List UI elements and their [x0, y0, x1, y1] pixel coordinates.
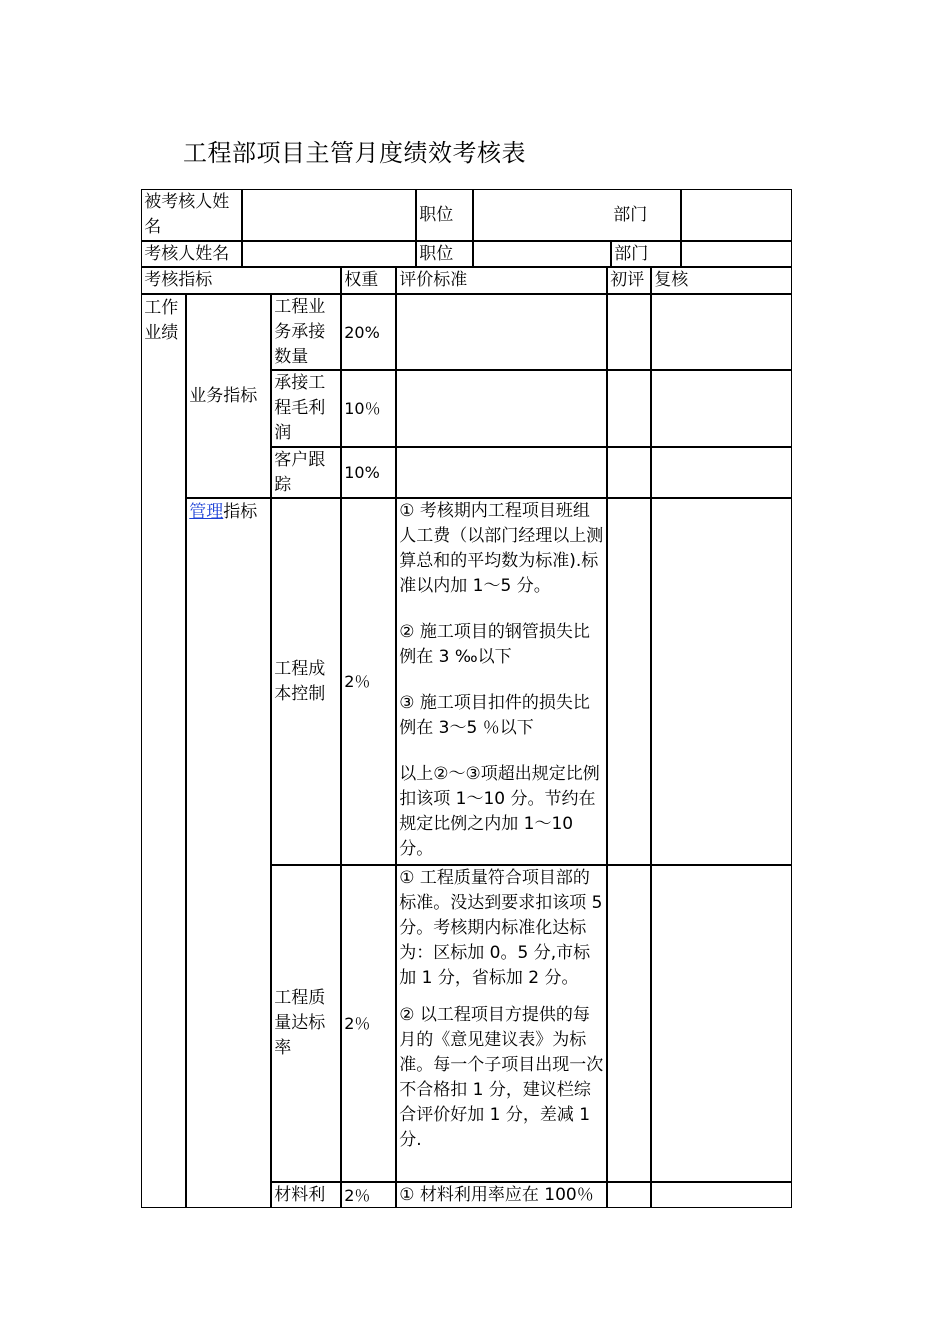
recheck-cell[interactable]	[651, 1182, 792, 1208]
initial-review-cell[interactable]	[607, 447, 651, 498]
position-label-cell	[416, 189, 473, 241]
department-label-cell	[611, 189, 681, 241]
assessor-department-label-cell	[611, 241, 681, 267]
criteria-paragraph: ① 考核期内工程项目班组人工费（以部门经理以上测算总和的平均数为标准).标准以内加 1～5 分。	[399, 501, 604, 597]
assessor-position-field[interactable]	[473, 241, 611, 267]
weight-cell	[341, 498, 396, 865]
weight-cell	[341, 865, 396, 1182]
weight-value: 20%	[344, 322, 380, 342]
position-field[interactable]	[473, 189, 607, 241]
assessor-name-label: 考核人姓名	[144, 244, 230, 265]
weight-header	[341, 267, 396, 294]
assessor-name-field[interactable]	[242, 241, 416, 267]
indicator-name-cell	[271, 498, 341, 865]
indicator-name: 工程质量达标率	[274, 988, 326, 1059]
indicator-header-label: 考核指标	[144, 270, 213, 291]
weight-cell	[341, 370, 396, 447]
initial-review-cell[interactable]	[607, 865, 651, 1182]
weight-value: 10％	[344, 399, 381, 419]
management-group-cell	[186, 498, 271, 1208]
criteria-paragraph: ① 材料利用率应在 100％	[399, 1185, 594, 1206]
initial-review-header	[607, 267, 651, 294]
criteria-cell	[396, 447, 607, 498]
indicator-name-cell	[271, 1182, 341, 1208]
initial-review-cell[interactable]	[607, 498, 651, 865]
assessor-department-field[interactable]	[681, 241, 792, 267]
assessee-name-label: 被考核人姓名	[144, 192, 230, 238]
initial-review-cell[interactable]	[607, 294, 651, 370]
weight-header-label: 权重	[344, 270, 379, 291]
indicator-header	[141, 267, 341, 294]
assessor-name-label-cell	[141, 241, 242, 267]
recheck-cell[interactable]	[651, 370, 792, 447]
recheck-header-label: 复核	[654, 270, 689, 291]
recheck-header	[651, 267, 792, 294]
criteria-cell	[396, 1182, 607, 1208]
management-suffix: 指标	[223, 502, 258, 523]
weight-value: 10%	[344, 463, 380, 483]
criteria-paragraph: ② 以工程项目方提供的每月的《意见建议表》为标准。每一个子项目出现一次不合格扣 1 分，建议栏综合评价好加 1 分，差减 1 分.	[399, 1005, 604, 1151]
assessee-name-field[interactable]	[242, 189, 416, 241]
indicator-name-cell	[271, 865, 341, 1182]
category-cell	[141, 294, 186, 1208]
category-label: 工作业绩	[144, 298, 179, 344]
criteria-header-label: 评价标准	[399, 270, 468, 291]
recheck-cell[interactable]	[651, 498, 792, 865]
weight-value: 2％	[344, 672, 371, 692]
weight-cell	[341, 1182, 396, 1208]
indicator-name: 工程成本控制	[274, 658, 326, 704]
business-group-cell	[186, 294, 271, 498]
criteria-cell	[396, 294, 607, 370]
indicator-name: 材料利	[274, 1185, 326, 1206]
initial-review-cell[interactable]	[607, 1182, 651, 1208]
criteria-cell	[396, 865, 607, 1182]
assessor-department-label: 部门	[614, 244, 649, 265]
assessor-position-label-cell	[416, 241, 473, 267]
initial-review-cell[interactable]	[607, 370, 651, 447]
weight-cell	[341, 447, 396, 498]
criteria-paragraph: ① 工程质量符合项目部的标准。没达到要求扣该项 5 分。考核期内标准化达标为：区标加 0。5 分,市标加 1 分，省标加 2 分。	[399, 868, 603, 989]
business-group-label: 业务指标	[189, 385, 258, 406]
recheck-cell[interactable]	[651, 294, 792, 370]
criteria-header	[396, 267, 607, 294]
assessor-position-label: 职位	[419, 244, 454, 265]
weight-cell	[341, 294, 396, 370]
criteria-paragraph: ③ 施工项目扣件的损失比例在 3～5 ％以下	[399, 693, 590, 739]
department-label: 部门	[613, 204, 648, 225]
indicator-name: 客户跟踪	[274, 449, 326, 495]
document-title: 工程部项目主管月度绩效考核表	[183, 139, 526, 167]
criteria-cell	[396, 370, 607, 447]
indicator-name: 工程业务承接数量	[274, 296, 326, 367]
department-field[interactable]	[681, 189, 792, 241]
weight-value: 2％	[344, 1186, 371, 1206]
management-link[interactable]: 管理	[189, 502, 224, 523]
indicator-name-cell	[271, 370, 341, 447]
indicator-name-cell	[271, 447, 341, 498]
indicator-name-cell	[271, 294, 341, 370]
weight-value: 2％	[344, 1014, 371, 1034]
criteria-cell	[396, 498, 607, 865]
assessee-name-label-cell	[141, 189, 242, 241]
position-label: 职位	[419, 204, 454, 225]
recheck-cell[interactable]	[651, 865, 792, 1182]
initial-review-header-label: 初评	[610, 270, 645, 291]
indicator-name: 承接工程毛利润	[274, 373, 326, 444]
criteria-paragraph: 以上②～③项超出规定比例扣该项 1～10 分。节约在规定比例之内加 1～10 分。	[399, 764, 600, 860]
criteria-paragraph: ② 施工项目的钢管损失比例在 3 ‰以下	[399, 622, 590, 668]
recheck-cell[interactable]	[651, 447, 792, 498]
